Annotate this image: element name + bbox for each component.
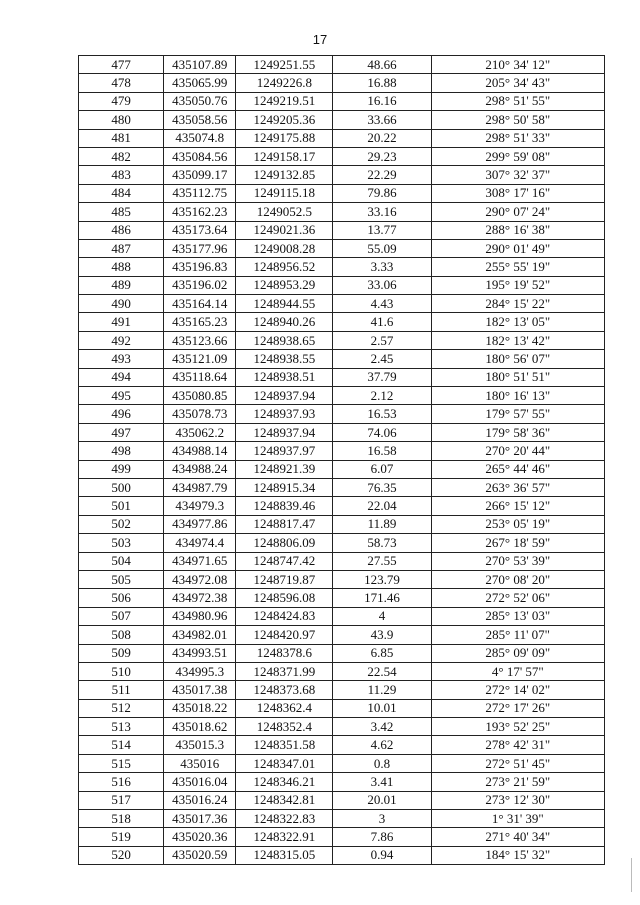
bearing-cell: 182° 13' 05"	[431, 313, 604, 331]
point-number-cell: 488	[79, 258, 164, 276]
y-coordinate-cell: 1249251.55	[236, 56, 333, 74]
y-coordinate-cell: 1248373.68	[236, 681, 333, 699]
distance-cell: 11.29	[333, 681, 431, 699]
x-coordinate-cell: 435173.64	[164, 221, 236, 239]
distance-cell: 0.94	[333, 846, 431, 864]
x-coordinate-cell: 435084.56	[164, 147, 236, 165]
distance-cell: 41.6	[333, 313, 431, 331]
distance-cell: 16.88	[333, 74, 431, 92]
distance-cell: 3.33	[333, 258, 431, 276]
bearing-cell: 298° 51' 33"	[431, 129, 604, 147]
page-number: 17	[312, 32, 328, 47]
y-coordinate-cell: 1248315.05	[236, 846, 333, 864]
distance-cell: 16.53	[333, 405, 431, 423]
table-row	[79, 295, 605, 313]
x-coordinate-cell: 434980.96	[164, 607, 236, 625]
y-coordinate-cell: 1248937.93	[236, 405, 333, 423]
point-number-cell: 516	[79, 773, 164, 791]
y-coordinate-cell: 1248956.52	[236, 258, 333, 276]
bearing-cell: 273° 12' 30"	[431, 791, 604, 809]
table-row	[79, 147, 605, 165]
point-number-cell: 480	[79, 111, 164, 129]
x-coordinate-cell: 435107.89	[164, 56, 236, 74]
table-row	[79, 626, 605, 644]
distance-cell: 4.62	[333, 736, 431, 754]
table-row	[79, 331, 605, 349]
bearing-cell: 205° 34' 43"	[431, 74, 604, 92]
coordinates-table-body	[79, 56, 605, 865]
distance-cell: 2.45	[333, 350, 431, 368]
bearing-cell: 184° 15' 32"	[431, 846, 604, 864]
table-row	[79, 184, 605, 202]
point-number-cell: 500	[79, 478, 164, 496]
point-number-cell: 483	[79, 166, 164, 184]
bearing-cell: 285° 11' 07"	[431, 626, 604, 644]
table-row	[79, 662, 605, 680]
point-number-cell: 503	[79, 534, 164, 552]
y-coordinate-cell: 1248362.4	[236, 699, 333, 717]
y-coordinate-cell: 1248921.39	[236, 460, 333, 478]
x-coordinate-cell: 435016.04	[164, 773, 236, 791]
x-coordinate-cell: 435020.59	[164, 846, 236, 864]
y-coordinate-cell: 1249226.8	[236, 74, 333, 92]
point-number-cell: 478	[79, 74, 164, 92]
bearing-cell: 278° 42' 31"	[431, 736, 604, 754]
x-coordinate-cell: 435196.83	[164, 258, 236, 276]
bearing-cell: 1° 31' 39"	[431, 810, 604, 828]
bearing-cell: 272° 52' 06"	[431, 589, 604, 607]
x-coordinate-cell: 435058.56	[164, 111, 236, 129]
point-number-cell: 490	[79, 295, 164, 313]
bearing-cell: 299° 59' 08"	[431, 147, 604, 165]
point-number-cell: 497	[79, 423, 164, 441]
table-row	[79, 773, 605, 791]
bearing-cell: 285° 09' 09"	[431, 644, 604, 662]
point-number-cell: 502	[79, 515, 164, 533]
distance-cell: 3	[333, 810, 431, 828]
bearing-cell: 298° 51' 55"	[431, 92, 604, 110]
point-number-cell: 511	[79, 681, 164, 699]
point-number-cell: 517	[79, 791, 164, 809]
bearing-cell: 180° 51' 51"	[431, 368, 604, 386]
x-coordinate-cell: 434993.51	[164, 644, 236, 662]
y-coordinate-cell: 1248352.4	[236, 718, 333, 736]
table-row	[79, 387, 605, 405]
distance-cell: 55.09	[333, 239, 431, 257]
point-number-cell: 512	[79, 699, 164, 717]
y-coordinate-cell: 1249158.17	[236, 147, 333, 165]
table-row	[79, 129, 605, 147]
distance-cell: 43.9	[333, 626, 431, 644]
x-coordinate-cell: 435017.36	[164, 810, 236, 828]
table-row	[79, 754, 605, 772]
table-row	[79, 111, 605, 129]
bearing-cell: 270° 08' 20"	[431, 570, 604, 588]
point-number-cell: 487	[79, 239, 164, 257]
x-coordinate-cell: 434982.01	[164, 626, 236, 644]
x-coordinate-cell: 435121.09	[164, 350, 236, 368]
distance-cell: 16.58	[333, 442, 431, 460]
point-number-cell: 513	[79, 718, 164, 736]
point-number-cell: 486	[79, 221, 164, 239]
point-number-cell: 508	[79, 626, 164, 644]
point-number-cell: 510	[79, 662, 164, 680]
distance-cell: 123.79	[333, 570, 431, 588]
table-row	[79, 589, 605, 607]
point-number-cell: 506	[79, 589, 164, 607]
x-coordinate-cell: 435164.14	[164, 295, 236, 313]
table-row	[79, 810, 605, 828]
distance-cell: 33.06	[333, 276, 431, 294]
table-row	[79, 828, 605, 846]
x-coordinate-cell: 434988.24	[164, 460, 236, 478]
x-coordinate-cell: 435065.99	[164, 74, 236, 92]
table-row	[79, 570, 605, 588]
bearing-cell: 182° 13' 42"	[431, 331, 604, 349]
y-coordinate-cell: 1248937.94	[236, 387, 333, 405]
table-row	[79, 350, 605, 368]
point-number-cell: 489	[79, 276, 164, 294]
y-coordinate-cell: 1249052.5	[236, 203, 333, 221]
y-coordinate-cell: 1248719.87	[236, 570, 333, 588]
distance-cell: 4	[333, 607, 431, 625]
x-coordinate-cell: 434972.08	[164, 570, 236, 588]
bearing-cell: 266° 15' 12"	[431, 497, 604, 515]
point-number-cell: 514	[79, 736, 164, 754]
y-coordinate-cell: 1248937.97	[236, 442, 333, 460]
bearing-cell: 265° 44' 46"	[431, 460, 604, 478]
bearing-cell: 307° 32' 37"	[431, 166, 604, 184]
x-coordinate-cell: 434987.79	[164, 478, 236, 496]
table-row	[79, 478, 605, 496]
y-coordinate-cell: 1248322.91	[236, 828, 333, 846]
y-coordinate-cell: 1248937.94	[236, 423, 333, 441]
bearing-cell: 272° 17' 26"	[431, 699, 604, 717]
point-number-cell: 477	[79, 56, 164, 74]
distance-cell: 2.12	[333, 387, 431, 405]
distance-cell: 10.01	[333, 699, 431, 717]
table-row	[79, 276, 605, 294]
point-number-cell: 505	[79, 570, 164, 588]
y-coordinate-cell: 1248940.26	[236, 313, 333, 331]
point-number-cell: 515	[79, 754, 164, 772]
distance-cell: 13.77	[333, 221, 431, 239]
x-coordinate-cell: 435018.62	[164, 718, 236, 736]
point-number-cell: 504	[79, 552, 164, 570]
distance-cell: 7.86	[333, 828, 431, 846]
y-coordinate-cell: 1249219.51	[236, 92, 333, 110]
y-coordinate-cell: 1248378.6	[236, 644, 333, 662]
table-row	[79, 442, 605, 460]
bearing-cell: 270° 53' 39"	[431, 552, 604, 570]
distance-cell: 11.89	[333, 515, 431, 533]
point-number-cell: 491	[79, 313, 164, 331]
y-coordinate-cell: 1248747.42	[236, 552, 333, 570]
bearing-cell: 288° 16' 38"	[431, 221, 604, 239]
y-coordinate-cell: 1248806.09	[236, 534, 333, 552]
y-coordinate-cell: 1248839.46	[236, 497, 333, 515]
table-row	[79, 92, 605, 110]
distance-cell: 3.42	[333, 718, 431, 736]
bearing-cell: 308° 17' 16"	[431, 184, 604, 202]
y-coordinate-cell: 1249008.28	[236, 239, 333, 257]
table-row	[79, 166, 605, 184]
y-coordinate-cell: 1249175.88	[236, 129, 333, 147]
bearing-cell: 4° 17' 57"	[431, 662, 604, 680]
x-coordinate-cell: 435080.85	[164, 387, 236, 405]
y-coordinate-cell: 1248351.58	[236, 736, 333, 754]
y-coordinate-cell: 1248953.29	[236, 276, 333, 294]
table-row	[79, 791, 605, 809]
point-number-cell: 520	[79, 846, 164, 864]
distance-cell: 22.04	[333, 497, 431, 515]
bearing-cell: 253° 05' 19"	[431, 515, 604, 533]
distance-cell: 58.73	[333, 534, 431, 552]
x-coordinate-cell: 435196.02	[164, 276, 236, 294]
x-coordinate-cell: 435177.96	[164, 239, 236, 257]
x-coordinate-cell: 435112.75	[164, 184, 236, 202]
table-row	[79, 405, 605, 423]
y-coordinate-cell: 1248371.99	[236, 662, 333, 680]
bearing-cell: 290° 01' 49"	[431, 239, 604, 257]
distance-cell: 22.29	[333, 166, 431, 184]
x-coordinate-cell: 434995.3	[164, 662, 236, 680]
y-coordinate-cell: 1248938.65	[236, 331, 333, 349]
coordinates-table	[78, 55, 605, 865]
bearing-cell: 255° 55' 19"	[431, 258, 604, 276]
y-coordinate-cell: 1248347.01	[236, 754, 333, 772]
bearing-cell: 284° 15' 22"	[431, 295, 604, 313]
distance-cell: 0.8	[333, 754, 431, 772]
bearing-cell: 210° 34' 12"	[431, 56, 604, 74]
x-coordinate-cell: 435162.23	[164, 203, 236, 221]
table-row	[79, 699, 605, 717]
x-coordinate-cell: 435078.73	[164, 405, 236, 423]
point-number-cell: 493	[79, 350, 164, 368]
distance-cell: 29.23	[333, 147, 431, 165]
table-row	[79, 497, 605, 515]
distance-cell: 3.41	[333, 773, 431, 791]
point-number-cell: 496	[79, 405, 164, 423]
distance-cell: 20.01	[333, 791, 431, 809]
bearing-cell: 285° 13' 03"	[431, 607, 604, 625]
table-row	[79, 846, 605, 864]
point-number-cell: 485	[79, 203, 164, 221]
table-row	[79, 736, 605, 754]
distance-cell: 33.16	[333, 203, 431, 221]
x-coordinate-cell: 435018.22	[164, 699, 236, 717]
table-row	[79, 515, 605, 533]
point-number-cell: 499	[79, 460, 164, 478]
point-number-cell: 509	[79, 644, 164, 662]
bearing-cell: 272° 51' 45"	[431, 754, 604, 772]
table-row	[79, 221, 605, 239]
table-row	[79, 534, 605, 552]
x-coordinate-cell: 435015.3	[164, 736, 236, 754]
x-coordinate-cell: 435123.66	[164, 331, 236, 349]
point-number-cell: 492	[79, 331, 164, 349]
x-coordinate-cell: 434972.38	[164, 589, 236, 607]
bearing-cell: 270° 20' 44"	[431, 442, 604, 460]
distance-cell: 6.07	[333, 460, 431, 478]
bearing-cell: 271° 40' 34"	[431, 828, 604, 846]
y-coordinate-cell: 1248420.97	[236, 626, 333, 644]
x-coordinate-cell: 435050.76	[164, 92, 236, 110]
y-coordinate-cell: 1249021.36	[236, 221, 333, 239]
y-coordinate-cell: 1249115.18	[236, 184, 333, 202]
x-coordinate-cell: 435017.38	[164, 681, 236, 699]
x-coordinate-cell: 434979.3	[164, 497, 236, 515]
point-number-cell: 494	[79, 368, 164, 386]
point-number-cell: 482	[79, 147, 164, 165]
point-number-cell: 518	[79, 810, 164, 828]
x-coordinate-cell: 435016.24	[164, 791, 236, 809]
bearing-cell: 272° 14' 02"	[431, 681, 604, 699]
bearing-cell: 267° 18' 59"	[431, 534, 604, 552]
bearing-cell: 179° 57' 55"	[431, 405, 604, 423]
table-row	[79, 56, 605, 74]
distance-cell: 16.16	[333, 92, 431, 110]
y-coordinate-cell: 1248346.21	[236, 773, 333, 791]
point-number-cell: 519	[79, 828, 164, 846]
point-number-cell: 498	[79, 442, 164, 460]
bearing-cell: 273° 21' 59"	[431, 773, 604, 791]
x-coordinate-cell: 435016	[164, 754, 236, 772]
table-row	[79, 313, 605, 331]
distance-cell: 171.46	[333, 589, 431, 607]
table-row	[79, 681, 605, 699]
bearing-cell: 195° 19' 52"	[431, 276, 604, 294]
table-row	[79, 203, 605, 221]
table-row	[79, 718, 605, 736]
point-number-cell: 501	[79, 497, 164, 515]
point-number-cell: 484	[79, 184, 164, 202]
table-row	[79, 607, 605, 625]
x-coordinate-cell: 435074.8	[164, 129, 236, 147]
x-coordinate-cell: 434974.4	[164, 534, 236, 552]
x-coordinate-cell: 435118.64	[164, 368, 236, 386]
distance-cell: 37.79	[333, 368, 431, 386]
table-row	[79, 239, 605, 257]
table-row	[79, 552, 605, 570]
table-row	[79, 644, 605, 662]
distance-cell: 22.54	[333, 662, 431, 680]
distance-cell: 6.85	[333, 644, 431, 662]
distance-cell: 4.43	[333, 295, 431, 313]
x-coordinate-cell: 435165.23	[164, 313, 236, 331]
table-row	[79, 423, 605, 441]
bearing-cell: 298° 50' 58"	[431, 111, 604, 129]
y-coordinate-cell: 1248915.34	[236, 478, 333, 496]
y-coordinate-cell: 1248342.81	[236, 791, 333, 809]
table-row	[79, 368, 605, 386]
y-coordinate-cell: 1248424.83	[236, 607, 333, 625]
y-coordinate-cell: 1249205.36	[236, 111, 333, 129]
table-row	[79, 258, 605, 276]
bearing-cell: 180° 16' 13"	[431, 387, 604, 405]
distance-cell: 79.86	[333, 184, 431, 202]
table-row	[79, 74, 605, 92]
y-coordinate-cell: 1249132.85	[236, 166, 333, 184]
bearing-cell: 263° 36' 57"	[431, 478, 604, 496]
x-coordinate-cell: 435020.36	[164, 828, 236, 846]
bearing-cell: 179° 58' 36"	[431, 423, 604, 441]
x-coordinate-cell: 435099.17	[164, 166, 236, 184]
bearing-cell: 180° 56' 07"	[431, 350, 604, 368]
distance-cell: 48.66	[333, 56, 431, 74]
distance-cell: 74.06	[333, 423, 431, 441]
bearing-cell: 290° 07' 24"	[431, 203, 604, 221]
table-row	[79, 460, 605, 478]
point-number-cell: 481	[79, 129, 164, 147]
point-number-cell: 507	[79, 607, 164, 625]
point-number-cell: 479	[79, 92, 164, 110]
y-coordinate-cell: 1248322.83	[236, 810, 333, 828]
distance-cell: 2.57	[333, 331, 431, 349]
y-coordinate-cell: 1248938.51	[236, 368, 333, 386]
distance-cell: 76.35	[333, 478, 431, 496]
distance-cell: 27.55	[333, 552, 431, 570]
distance-cell: 20.22	[333, 129, 431, 147]
scan-edge-mark	[631, 858, 632, 892]
x-coordinate-cell: 434977.86	[164, 515, 236, 533]
y-coordinate-cell: 1248596.08	[236, 589, 333, 607]
bearing-cell: 193° 52' 25"	[431, 718, 604, 736]
x-coordinate-cell: 434988.14	[164, 442, 236, 460]
point-number-cell: 495	[79, 387, 164, 405]
distance-cell: 33.66	[333, 111, 431, 129]
x-coordinate-cell: 435062.2	[164, 423, 236, 441]
y-coordinate-cell: 1248944.55	[236, 295, 333, 313]
x-coordinate-cell: 434971.65	[164, 552, 236, 570]
y-coordinate-cell: 1248938.55	[236, 350, 333, 368]
y-coordinate-cell: 1248817.47	[236, 515, 333, 533]
